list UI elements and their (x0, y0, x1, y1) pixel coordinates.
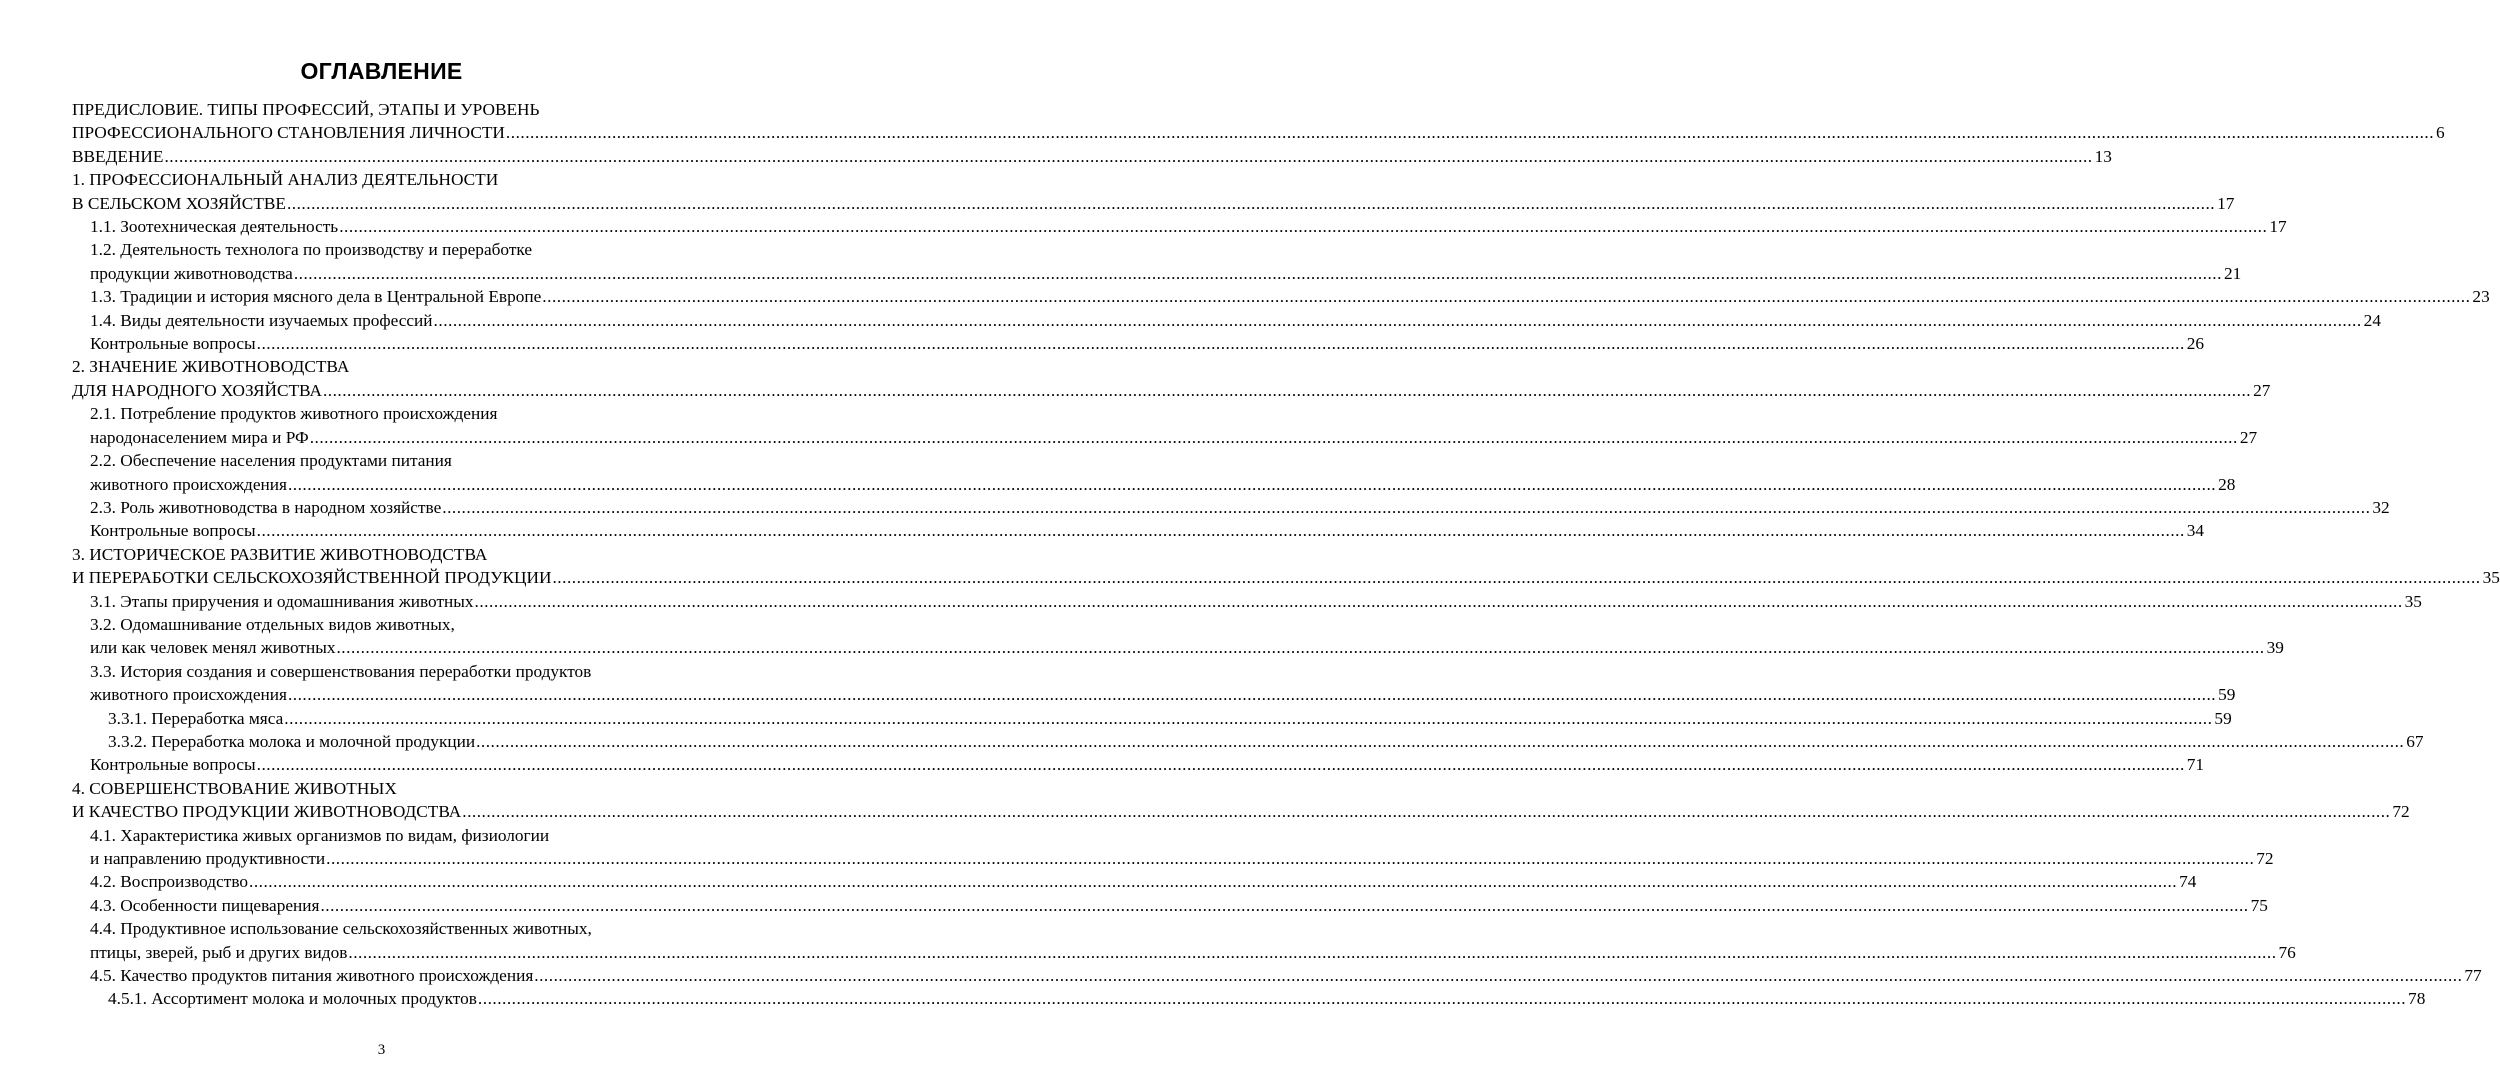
toc-entry-text: птицы, зверей, рыб и других видов (90, 942, 348, 962)
toc-entry-page: 76 (2278, 942, 2296, 962)
toc-entry (72, 309, 2381, 332)
toc-entry-text: И КАЧЕСТВО ПРОДУКЦИИ ЖИВОТНОВОДСТВА (72, 802, 462, 822)
toc-entry-text: 4.5.1. Ассортимент молока и молочных продуктов (108, 989, 477, 1009)
toc-entry-text: 3.3.1. Переработка мяса (108, 708, 284, 728)
toc-entry (72, 707, 2232, 730)
toc-entry-text: 4. СОВЕРШЕНСТВОВАНИЕ ЖИВОТНЫХ (72, 778, 397, 798)
toc-entry (72, 894, 2268, 917)
dot-leader: ................................................................................................................................................................................................................................................................................................................................................................................................................ (476, 731, 2405, 751)
toc-entry (72, 215, 2287, 238)
toc-entry-page: 39 (2266, 638, 2284, 658)
toc-entry-text: Контрольные вопросы (90, 521, 256, 541)
toc-entry (72, 543, 693, 566)
toc-entry (72, 870, 2197, 893)
toc-entry (72, 379, 2271, 402)
toc-entry-text: 1.4. Виды деятельности изучаемых профессий (90, 310, 433, 330)
toc-entry (72, 917, 693, 940)
toc-entry-text: 4.4. Продуктивное использование сельскохозяйственных животных, (90, 919, 592, 939)
dot-leader: ................................................................................................................................................................................................................................................................................................................................................................................................................ (287, 474, 2217, 494)
toc-entry (72, 847, 2274, 870)
toc-entry (72, 730, 2424, 753)
toc-entry-text: народонаселением мира и РФ (90, 427, 309, 447)
toc-entry (72, 636, 2284, 659)
toc-entry-text: и направлению продуктивности (90, 849, 326, 868)
toc-entry-text: продукции животноводства (90, 263, 293, 283)
toc-entry-page: 77 (2464, 966, 2482, 986)
dot-leader: ................................................................................................................................................................................................................................................................................................................................................................................................................ (287, 685, 2217, 705)
toc-entry (72, 590, 2422, 613)
dot-leader: ................................................................................................................................................................................................................................................................................................................................................................................................................ (309, 427, 2238, 447)
toc-entry (72, 426, 2258, 449)
toc-entry-text: 3.2. Одомашнивание отдельных видов животных, (90, 614, 455, 634)
toc-entry-text: или как человек менял животных (90, 638, 336, 658)
toc-entry (72, 660, 693, 683)
toc-entry-page: 59 (2218, 685, 2236, 705)
dot-leader: ................................................................................................................................................................................................................................................................................................................................................................................................................ (320, 895, 2249, 915)
toc-entry-page: 67 (2406, 731, 2424, 751)
dot-leader: ................................................................................................................................................................................................................................................................................................................................................................................................................ (433, 310, 2362, 330)
toc-entry-page: 35 (2404, 591, 2422, 611)
toc-entry-page: 17 (2217, 193, 2235, 213)
dot-leader: ................................................................................................................................................................................................................................................................................................................................................................................................................ (326, 849, 2255, 868)
toc-entry (72, 285, 2490, 308)
dot-leader: ................................................................................................................................................................................................................................................................................................................................................................................................................ (284, 708, 2213, 728)
toc-entry (72, 964, 2482, 987)
toc-entry (72, 566, 2500, 589)
dot-leader: ................................................................................................................................................................................................................................................................................................................................................................................................................ (552, 568, 2481, 588)
toc-entry-text: 3. ИСТОРИЧЕСКОЕ РАЗВИТИЕ ЖИВОТНОВОДСТВА (72, 544, 488, 564)
dot-leader: ................................................................................................................................................................................................................................................................................................................................................................................................................ (256, 334, 2185, 354)
toc-entry-text: Контрольные вопросы (90, 334, 256, 354)
toc-entry-page: 21 (2223, 263, 2242, 283)
toc-entry-page: 74 (2179, 872, 2197, 892)
toc-entry-page: 72 (2392, 802, 2410, 822)
table-of-contents (72, 98, 2500, 1011)
toc-entry (72, 262, 2242, 285)
dot-leader: ................................................................................................................................................................................................................................................................................................................................................................................................................ (293, 263, 2222, 283)
toc-entry-page: 34 (2186, 521, 2205, 541)
toc-entry-text: 4.2. Воспроизводство (90, 872, 248, 892)
toc-entry (72, 987, 2426, 1010)
toc-entry (72, 824, 693, 847)
toc-entry-page: 27 (2239, 427, 2258, 447)
toc-entry-text: Контрольные вопросы (90, 755, 256, 775)
toc-entry-text: 4.3. Особенности пищеварения (90, 895, 320, 915)
toc-entry (72, 613, 693, 636)
toc-entry (72, 355, 693, 378)
toc-entry (72, 98, 693, 121)
toc-entry-page: 35 (2482, 568, 2500, 588)
toc-entry-text: 2. ЗНАЧЕНИЕ ЖИВОТНОВОДСТВА (72, 357, 350, 377)
toc-entry (72, 683, 2236, 706)
toc-entry-text: 3.1. Этапы приручения и одомашнивания животных (90, 591, 474, 611)
toc-entry-text: 2.2. Обеспечение населения продуктами питания (90, 451, 452, 471)
dot-leader: ................................................................................................................................................................................................................................................................................................................................................................................................................ (477, 989, 2407, 1009)
toc-entry (72, 496, 2390, 519)
toc-entry-text: В СЕЛЬСКОМ ХОЗЯЙСТВЕ (72, 193, 286, 213)
toc-entry-text: ПРЕДИСЛОВИЕ. ТИПЫ ПРОФЕССИЙ, ЭТАПЫ И УРОВЕНЬ (72, 100, 540, 119)
toc-entry-text: ВВЕДЕНИЕ (72, 146, 164, 166)
dot-leader: ................................................................................................................................................................................................................................................................................................................................................................................................................ (322, 380, 2252, 400)
toc-entry-page: 26 (2186, 334, 2205, 354)
dot-leader: ................................................................................................................................................................................................................................................................................................................................................................................................................ (286, 193, 2216, 213)
toc-entry-page: 24 (2363, 310, 2381, 330)
toc-entry-page: 75 (2250, 895, 2268, 915)
toc-entry (72, 145, 2112, 168)
dot-leader: ................................................................................................................................................................................................................................................................................................................................................................................................................ (442, 497, 2371, 517)
dot-leader: ................................................................................................................................................................................................................................................................................................................................................................................................................ (249, 872, 2178, 892)
toc-entry-page: 6 (2436, 123, 2445, 143)
toc-entry (72, 473, 2236, 496)
toc-entry (72, 332, 2205, 355)
toc-entry-text: животного происхождения (90, 474, 287, 494)
toc-entry-page: 72 (2256, 849, 2274, 868)
toc-entry-page: 78 (2408, 989, 2426, 1009)
toc-entry-text: 1.2. Деятельность технолога по производству и переработке (90, 240, 533, 260)
toc-entry (72, 168, 693, 191)
toc-entry-text: 3.3.2. Переработка молока и молочной продукции (108, 731, 476, 751)
toc-entry (72, 753, 2205, 776)
toc-entry-text: 3.3. История создания и совершенствования переработки продуктов (90, 661, 592, 681)
toc-entry-page: 59 (2214, 708, 2232, 728)
dot-leader: ................................................................................................................................................................................................................................................................................................................................................................................................................ (474, 591, 2403, 611)
dot-leader: ................................................................................................................................................................................................................................................................................................................................................................................................................ (534, 966, 2463, 986)
toc-entry-text: 4.5. Качество продуктов питания животного происхождения (90, 966, 534, 986)
dot-leader: ................................................................................................................................................................................................................................................................................................................................................................................................................ (336, 638, 2265, 658)
toc-entry-text: 1.3. Традиции и история мясного дела в Центральной Европе (90, 287, 542, 307)
toc-entry (72, 777, 693, 800)
toc-entry (72, 192, 2235, 215)
dot-leader: ................................................................................................................................................................................................................................................................................................................................................................................................................ (462, 802, 2391, 822)
toc-entry-page: 32 (2372, 497, 2390, 517)
dot-leader: ................................................................................................................................................................................................................................................................................................................................................................................................................ (505, 123, 2435, 143)
toc-entry (72, 402, 693, 425)
toc-entry (72, 519, 2205, 542)
toc-entry-page: 23 (2472, 287, 2490, 307)
page-title: ОГЛАВЛЕНИЕ (300, 58, 463, 84)
toc-entry-text: ДЛЯ НАРОДНОГО ХОЗЯЙСТВА (72, 380, 322, 400)
dot-leader: ................................................................................................................................................................................................................................................................................................................................................................................................................ (256, 755, 2185, 775)
toc-entry-page: 17 (2269, 217, 2287, 237)
toc-entry (72, 800, 2410, 823)
dot-leader: ................................................................................................................................................................................................................................................................................................................................................................................................................ (542, 287, 2471, 307)
toc-entry-text: 2.3. Роль животноводства в народном хозяйстве (90, 497, 442, 517)
toc-entry-text: 4.1. Характеристика живых организмов по видам, физиологии (90, 825, 550, 845)
toc-entry-page: 27 (2253, 380, 2271, 400)
toc-entry-page: 28 (2218, 474, 2236, 494)
dot-leader: ................................................................................................................................................................................................................................................................................................................................................................................................................ (348, 942, 2277, 962)
toc-entry (72, 449, 693, 472)
dot-leader: ................................................................................................................................................................................................................................................................................................................................................................................................................ (164, 146, 2093, 166)
dot-leader: ................................................................................................................................................................................................................................................................................................................................................................................................................ (256, 521, 2185, 541)
toc-entry (72, 941, 2296, 964)
toc-entry-text: 1. ПРОФЕССИОНАЛЬНЫЙ АНАЛИЗ ДЕЯТЕЛЬНОСТИ (72, 170, 499, 190)
page-number: 3 (377, 1042, 386, 1058)
dot-leader: ................................................................................................................................................................................................................................................................................................................................................................................................................ (339, 217, 2268, 237)
toc-entry-page: 71 (2186, 755, 2205, 775)
toc-entry-text: 1.1. Зоотехническая деятельность (90, 217, 339, 237)
toc-entry-text: 2.1. Потребление продуктов животного происхождения (90, 404, 498, 424)
toc-entry-text: животного происхождения (90, 685, 287, 705)
toc-entry (72, 238, 693, 261)
toc-entry (72, 121, 2445, 144)
toc-entry-text: И ПЕРЕРАБОТКИ СЕЛЬСКОХОЗЯЙСТВЕННОЙ ПРОДУКЦИИ (72, 568, 552, 588)
toc-entry-page: 13 (2094, 146, 2112, 166)
toc-entry-text: ПРОФЕССИОНАЛЬНОГО СТАНОВЛЕНИЯ ЛИЧНОСТИ (72, 123, 505, 143)
